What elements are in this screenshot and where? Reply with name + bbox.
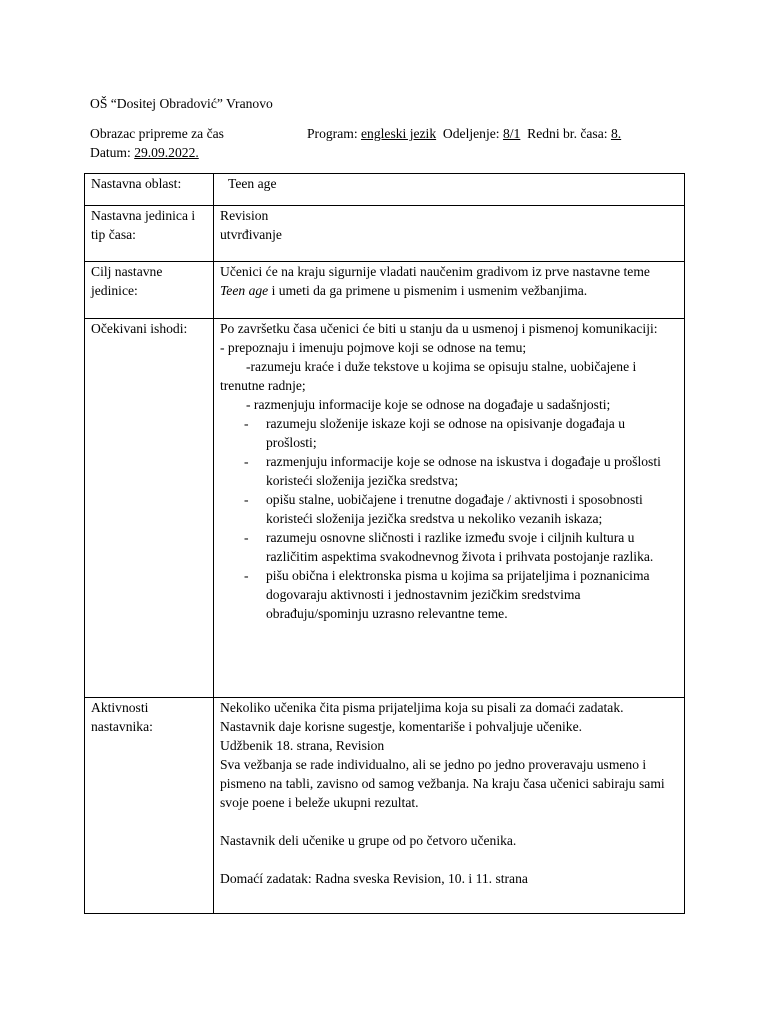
unit-title: Revision: [220, 208, 269, 223]
program-line: [307, 124, 621, 143]
outcomes-content: [214, 319, 685, 698]
lesson-plan-table: [84, 173, 685, 914]
activity-text: Nastavnik daje korisne sugestje, komentariše i pohvaljuje učenike.: [220, 719, 583, 734]
class-value: 8/1: [502, 126, 521, 141]
outcomes-list: [220, 414, 678, 623]
outcomes-label: Očekivani ishodi:: [85, 319, 214, 698]
area-label: Nastavna oblast:: [85, 174, 214, 206]
date-label: Datum:: [90, 145, 131, 160]
unit-value: [214, 206, 685, 262]
row-area: [85, 174, 685, 206]
list-item: - opišu stalne, uobičajene i trenutne događaje / aktivnosti i sposobnosti koristeći složenija jezička sredstva u nekoliko vezanih iskaza;: [244, 492, 643, 526]
list-item: - razumeju osnovne sličnosti i razlike između svoje i ciljnih kultura u različitim aspektima svakodnevnog života i prihvata postojanje razlika.: [244, 530, 654, 564]
lesson-value: 8.: [610, 126, 622, 141]
list-item: - razumeju složenije iskaze koji se odnose na opisivanje događaja u prošlosti;: [244, 416, 625, 450]
unit-type: utvrđivanje: [220, 227, 282, 242]
list-item: - pišu obična i elektronska pisma u kojima sa prijateljima i poznanicima dogovaraju aktivnosti i jednostavnim jezičkim sredstvima obrađuju/spominju uzrasno relevantne teme.: [244, 568, 650, 621]
class-label: Odeljenje:: [442, 126, 500, 141]
date-value: 29.09.2022.: [134, 145, 199, 160]
activity-text: Udžbenik 18. strana, Revision: [220, 738, 385, 753]
activity-text: Nekoliko učenika čita pisma prijateljima koja su pisali za domaći zadatak.: [220, 700, 624, 715]
outcome-line: - razmenjuju informacije koje se odnose na događaje u sadašnjosti;: [246, 397, 611, 412]
outcome-line: - prepoznaju i imenuju pojmove koji se odnose na temu;: [220, 340, 527, 355]
activity-text: Nastavnik deli učenike u grupe od po četvoro učenika.: [220, 833, 517, 848]
outcomes-intro: Po završetku časa učenici će biti u stanju da u usmenoj i pismenoj komunikaciji:: [220, 321, 658, 336]
list-item: - razmenjuju informacije koje se odnose na iskustva i događaje u prošlosti koristeći složenija jezička sredstva;: [244, 454, 661, 488]
outcome-line: -razumeju kraće i duže tekstove u kojima se opisuju stalne, uobičajene i trenutne radnje;: [220, 359, 637, 393]
row-activities: [85, 698, 685, 914]
activities-label: Aktivnosti nastavnika:: [85, 698, 214, 914]
date-line: [90, 143, 199, 162]
goal-label: Cilj nastavne jedinice:: [85, 262, 214, 319]
area-value: Teen age: [214, 174, 685, 206]
activity-text: Sva vežbanja se rade individualno, ali se jedno po jedno proveravaju usmeno i pismeno na tabli, zavisno od samog vežbanja. Na kraju časa učenici sabiraju sami svoje poene i beleže ukupni rezultat.: [220, 757, 665, 810]
homework-text: Domaćí zadatak: Radna sveska Revision, 10. i 11. strana: [220, 871, 528, 886]
goal-topic: Teen age: [220, 283, 269, 298]
row-goal: [85, 262, 685, 319]
lesson-label: Redni br. časa:: [527, 126, 608, 141]
program-value: engleski jezik: [361, 126, 437, 141]
row-unit: [85, 206, 685, 262]
activities-content: [214, 698, 685, 914]
unit-label: Nastavna jedinica i tip časa:: [85, 206, 214, 262]
goal-text: Učenici će na kraju sigurnije vladati naučenim gradivom iz prve nastavne teme Teen age i umeti da ga primene u pismenim i usmenim vežbanjima.: [214, 262, 685, 319]
program-label: Program:: [307, 126, 358, 141]
form-title: Obrazac pripreme za čas: [90, 126, 224, 141]
row-outcomes: [85, 319, 685, 698]
school-name: OŠ “Dositej Obradović” Vranovo: [90, 96, 273, 111]
